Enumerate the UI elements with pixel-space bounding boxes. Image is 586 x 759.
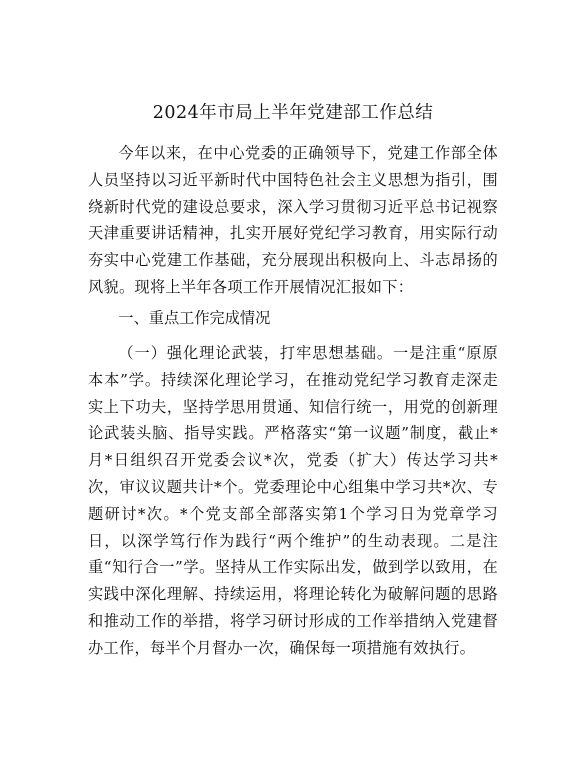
document-title: 2024年市局上半年党建部工作总结 [152, 103, 434, 123]
body-paragraph: （一）强化理论武装，打牢思想基础。一是注重“原原本本”学。持续深化理论学习，在推动党纪学习教育走深走实上下功夫，坚持学思用贯通、知信行统一，用党的创新理论武装头脑、指导实践。严格落实“第一议题”制度，截止*月*日组织召开党委会议*次，党委（扩大）传达学习共*次，审议议题共计*个。党委理论中心组集中学习共*次、专题研讨*次。*个党支部全部落实第1个学习日为党章学习日，以深学笃行作为践行“两个维护”的生动表现。二是注重“知行合一”学。坚持从工作实际出发，做到学以致用，在实践中深化理解、持续运用，将理论转化为破解问题的思路和推动工作的举措，将学习研讨形成的工作举措纳入党建督办工作，每半个月督办一次，确保每一项措施有效执行。 [88, 344, 498, 657]
intro-paragraph: 今年以来，在中心党委的正确领导下，党建工作部全体人员坚持以习近平新时代中国特色社会主义思想为指引，围绕新时代党的建设总要求，深入学习贯彻习近平总书记视察天津重要讲话精神，扎实开展好党纪学习教育，用实际行动夯实中心党建工作基础，充分展现出积极向上、斗志昂扬的风貌。现将上半年各项工作开展情况汇报如下： [88, 144, 498, 296]
section-heading: 一、重点工作完成情况 [118, 309, 271, 327]
